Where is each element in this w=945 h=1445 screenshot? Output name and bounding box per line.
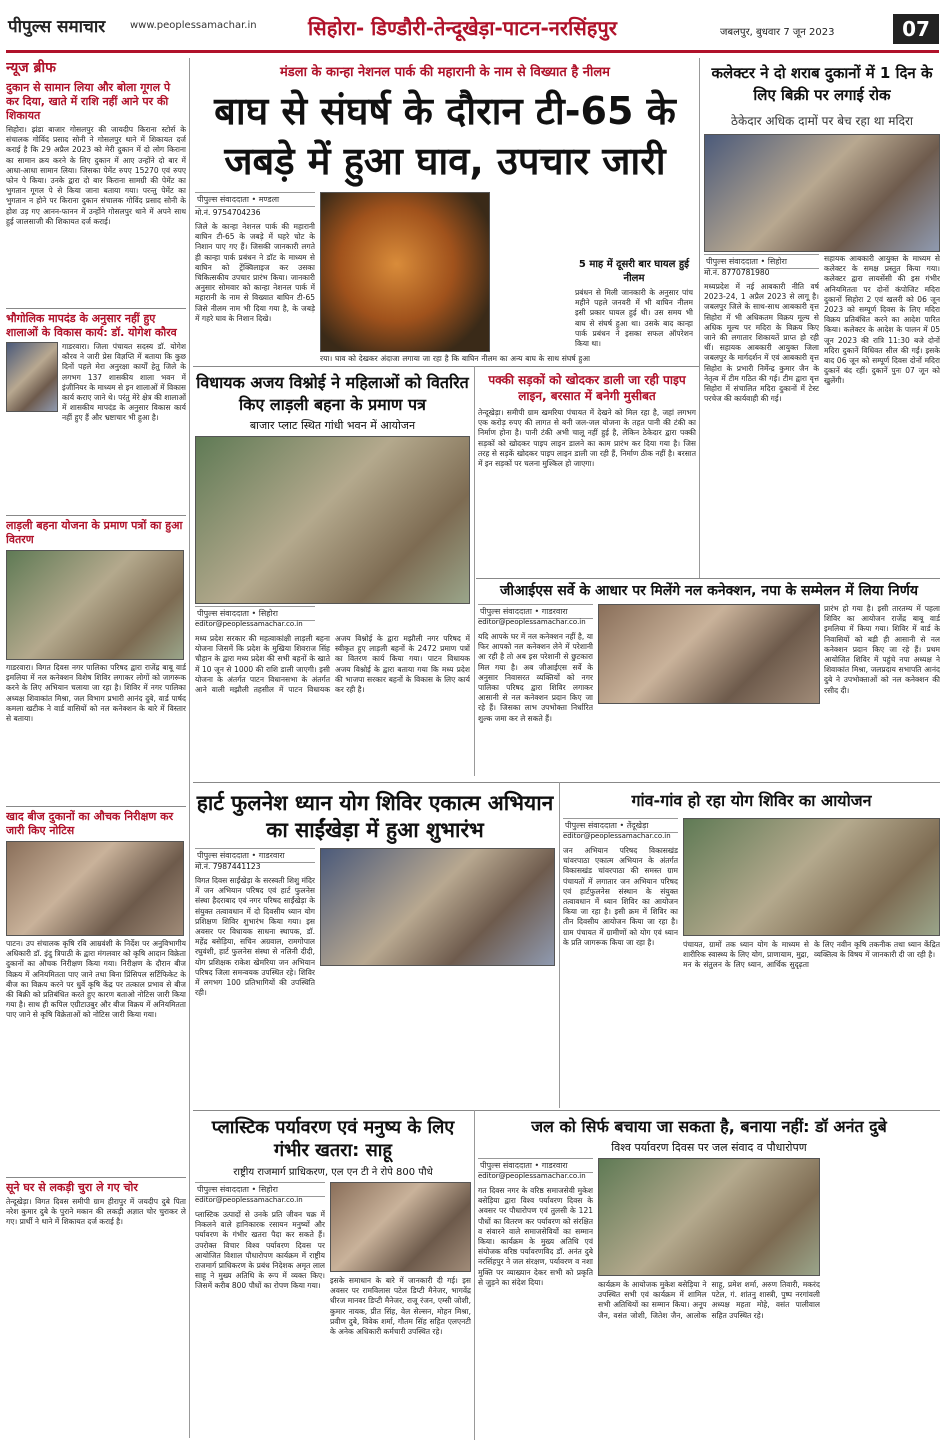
divider [6,1177,186,1178]
bot2-photo [598,1158,820,1276]
brief2-text: गाडरवारा। जिला पंचायत सदस्य डॉ. योगेश कौरव ने जारी प्रेस विज्ञप्ति में बताया कि कुछ दिनों पहले मेरा अनुरक्षा कार्यों हेतु जिले के लगभग 137 शासकीय शाला भवन में इंजीनियर के माध्यम से इन शालाओं में विकास कार्य कराए जाने थे। परंतु मेरे क्षेत्र की शालाओं में शासकीय मापदंड के अनुसार विकास कार्य नहीं हुए हैं और भ्रष्टाचार भी हुआ है। [62,342,186,423]
bot1-photo [330,1182,471,1272]
bot1-text: प्लास्टिक उत्पादों से उनके प्रति जीवन चक्र में निकलने वाले हानिकारक रसायन मनुष्यों और पर्यावरण के गंभीर खतरा पैदा कर सकते हैं। उपरोक्त विचार विश्व पर्यावरण दिवस पर आयोजित विशाल पौधारोपण कार्यक्रम में राष्ट्रीय राजमार्ग प्राधिकरण के प्रबंध निदेशक अमृत लाल साहू ने मुख्य अतिथि के रूप में व्यक्त किए। जिसमें करीब 800 पौधों का रोपण किया गया। [195,1210,325,1291]
mid3-email: editor@peoplessamachar.co.in [478,618,586,626]
mid3-photo [598,604,820,704]
masthead-url: www.peoplessamachar.in [130,20,257,31]
left-column [6,58,186,1438]
bot2-byline: पीपुल्स संवाददाता • गाडरवारा [478,1158,593,1173]
column-divider [189,58,190,1438]
bot2-text-3 [824,1158,940,1436]
mid3-text: यदि आपके घर में नल कनेक्शन नहीं है, या फिर आपको नल कनेक्शन लेने में परेशानी आ रही है तो अब इस परेशानी से छुटकारा मिल गया है। अब जीआईएस सर्वे के अनुसार निवासरत व्यक्तियों को नगर पालिका परिषद द्वारा शिविर लगाकर आसानी से नल कनेक्शन प्रदान किए जा रहे हैं। जिसका लाभ उपभोक्ता निर्धारित शुल्क जमा कर ले सकते हैं। [478,632,593,723]
right-text: मध्यप्रदेश में नई आबकारी नीति वर्ष 2023-24, 1 अप्रैल 2023 से लागू है। जबलपुर जिले के साथ-साथ आबकारी वृत्त सिहोरा में भी अधिकतम विक्रय मूल्य से अधिक मूल्य पर मदिरा के विक्रय किए जाने की लगातार शिकायतें प्राप्त हो रही थीं। सहायक आबकारी आयुक्त जिला जबलपुर के मार्गदर्शन में एवं आबकारी वृत्त सिहोरा के प्रभारी निर्मेन्द्र कुमार जैन के नेतृत्व में टीम गठित की गई। टीम द्वारा वृत्त सिहोरा में संचालित मदिरा दुकानों में टेस्ट परचेज की कार्यवाही की गई। [704,282,819,404]
brief4-text: पाटन। उप संचालक कृषि रवि आम्रवंशी के निर्देश पर अनुविभागीय अधिकारी डॉ. इंदु त्रिपाठी के द्वारा मंगलवार को कृषि आदान विक्रेता दुकानों का औचक निरीक्षण किया गया। निरीक्षण के दौरान बीज विक्रय में अनियमितता पाए जाने तथा बिना प्रिंसिपल सर्टिफिकेट के बीज का विक्रय करने पर धुर्वे कृषि केंद्र पर तत्काल प्रभाव से बीज की बिक्री को प्रतिबंधित करते हुए कारण बताओ नोटिस जारी किया गया है। साथ ही कपिल एग्रीटाउबुर और बीज विक्रय में अनियमितता पाए जाने से कृषि विक्रेताओं को नोटिस जारी किया गया। [6,939,186,1020]
mid4-text: विगत दिवस साईंखेड़ा के सरस्वती शिशु मंदिर में जन अभियान परिषद एवं हार्ट फुलनेस संस्था हैदराबाद एवं नगर परिषद साईंखेड़ा के संयुक्त तत्वावधान में दो दिवसीय ध्यान योग प्रशिक्षण शिविर शुभारंभ किया गया। इस अवसर पर विधायक साधना स्थापक, डॉ. महेंद्र बसेड़िया, सचिन अग्रवाल, रामगोपाल रघुवंशी, हार्ट फुलनेस संस्था से नलिनी दीदी, योग प्रशिक्षक राकेश खेमरिया जन अभियान परिषद जिला समन्वयक उपस्थित रहे। शिविर में लगभग 100 प्रतिभागियों की उपस्थिति रही। [195,876,315,998]
brief5-text: तेन्दूखेड़ा। विगत दिवस समीपी ग्राम हीरापुर में जयदीप दुबे पिता नरेश कुमार दुबे के पुराने मकान की लकड़ी अज्ञात चोर चुराकर ले गए। प्रार्थी ने थाने में शिकायत दर्ज कराई है। [6,1197,186,1227]
divider [193,366,699,367]
mid1-photo [195,436,470,604]
mid4-phone: मो.नं. 7987441123 [195,862,261,871]
page-number: 07 [893,14,939,44]
top-sub-text: प्रबंधन से मिली जानकारी के अनुसार पांच महीने पहले जनवरी में भी बाघिन नीलम इसी प्रकार घायल हुई थी। उस समय भी बाघ से संघर्ष हुआ था। उसके बाद कान्हा पार्क प्रबंधन ने इसका सफल ऑपरेशन किया था। [575,288,693,349]
mid4-byline: पीपुल्स संवाददाता • गाडरवारा [195,848,315,863]
divider [476,578,940,579]
bot2-deck: विश्व पर्यावरण दिवस पर जल संवाद व पौधारोपण [611,1141,807,1154]
brief1-title: दुकान से सामान लिया और बोला गूगल पे कर दिया, खाते में राशि नहीं आने पर की शिकायत [6,81,171,122]
mid5-photo [683,818,940,936]
bot2-text-2: कार्यक्रम के आयोजक मुकेश बसेड़िया ने उपस्थित सभी एवं कार्यक्रम में शामिल सभी अतिथियों का सम्मान किया। अनूप जैन, वसंत जोशी, जितेश जैन, आलोक साहू, प्रमेश शर्मा, अरुण तिवारी, मकरंद पटेल, गं. शांतनु शास्त्री, पुष्प नरगांवली अध्यक्ष महता मोहे, वसंत पालीवाल सहित उपस्थित रहे। [598,1280,820,1320]
top-byline: पीपुल्स संवाददाता • मण्डला [195,192,315,207]
brief1-text: सिहोरा। झंडा बाजार गोसलपुर की जायदीप किराना स्टोर्स के संचालक गोविंद प्रसाद सोनी ने गोसलपुर थाने में शिकायत दर्ज कराई है कि 29 अप्रैल 2023 को मेरी दुकान में दो लोग किराना का सामान क्रय करने के लिए दुकान में आए उन्होंने दो बार में आधा-आधा सामान लिया। जिसका पेमेंट रुपए 15270 एवं रुपए फोन पे किया। उनके द्वारा दो बार किराना सामग्री की पेमेंट का भुगतान गूगल पे से किया जाना बताया गया। परन्तु पेमेंट का भुगतान न होने पर किराना दुकान संचालक गोविंद प्रसाद सोनी के होश उड़ गए आनन-फानन में उन्होंने गोसलपुर थाने में अपने साथ हुई जालसाजी की शिकायत दर्ज कराई। [6,125,186,226]
right-phone: मो.नं. 8770781980 [704,268,770,277]
mid4-photo [320,848,555,966]
divider [193,1110,940,1111]
divider [6,308,186,309]
bot2-email: editor@peoplessamachar.co.in [478,1172,586,1180]
top-kicker: मंडला के कान्हा नेशनल पार्क की महारानी के नाम से विख्यात है नीलम [280,65,610,80]
top-headline: बाघ से संघर्ष के दौरान टी-65 के जबड़े में हुआ घाव, उपचार जारी [214,89,676,183]
mid4-text-b [320,970,555,1104]
tiger-photo [320,192,490,352]
mid2-headline: पक्की सड़कों को खोदकर डाली जा रही पाइप लाइन, बरसात में बनेगी मुसीबत [488,373,686,403]
brief3-text: गाडरवारा। विगत दिवस नगर पालिका परिषद द्वारा राजेंद्र बाबू वार्ड इमलिया में नल कनेक्शन विशेष शिविर लगाकर लोगों को जागरूक करने के लिए अभियान चलाया जा रहा है। शिविर में नगर पालिका अध्यक्ष शिवाकांत मिश्रा, जल विभाग प्रभारी आनंद दुबे, वार्ड पार्षद कमला खटीक ने वार्ड वासियों को नल कनेक्शन के बारे में विस्तार से बताया। [6,663,186,724]
bot1-text-2: इसके समाधान के बारे में जानकारी दी गई। इस अवसर पर रामविलास पटेल डिप्टी मैनेजर, भागवेंद्र धीरज मानवर डिप्टी मैनेजर, राजू रंजन, एम्सी जोशी, कुमार नायक, प्रीत सिंह, वेल सेल्सन, मोहन मिश्रा, प्रवीण दुबे, विवेक शर्मा, गौतम सिंह सहित एलएनटी के अनेक अधिकारी कर्मचारी उपस्थित रहे। [330,1276,471,1337]
ladli-photo [6,550,184,660]
mid1-text: मध्य प्रदेश सरकार की महत्वाकांक्षी लाड़ली बहना योजना जिसमें कि प्रदेश के मुखिया शिवराज सिंह चौहान के द्वारा मध्य प्रदेश की सभी बहनों के खाते में 10 जून से 1000 की राशि डाली जाएगी। इसी योजना के अंतर्गत पाटन विधानसभा के अंतर्गत आने वाली मझौली तहसील में पाटन विधायक अजय विश्नोई के द्वारा मझौली नगर परिषद में स्वीकृत हुए लाड़ली बहनों के 2472 प्रमाण पत्रों का वितरण कार्य किया गया। पाटन विधायक अजय विश्नोई के द्वारा बताया गया कि मध्य प्रदेश की भाजपा सरकार बहनों के विकास के लिए कार्य कर रही है। [195,634,470,695]
top-text-d [495,192,571,352]
brief5-title: सूने घर से लकड़ी चुरा ले गए चोर [6,1181,138,1194]
mid1-deck: बाजार प्लाट स्थित गांधी भवन में आयोजन [249,419,416,432]
column-divider [474,1110,475,1440]
mid5-email: editor@peoplessamachar.co.in [563,832,671,840]
masthead-rule [6,50,939,53]
masthead-cities: सिहोरा- डिण्डौरी-तेन्दूखेड़ा-पाटन-नरसिंहपुर [308,16,617,40]
mid4-headline: हार्ट फुलनेश ध्यान योग शिविर एकात्म अभियान का साईंखेड़ा में हुआ शुभारंभ [196,791,554,842]
top-text-a: जिले के कान्हा नेशनल पार्क की महारानी बाघिन टी-65 के जबड़े में घहरे चोट के निशान पाए गए हैं। जिसकी जानकारी लगते ही कान्हा पार्क प्रबंधन ने डॉट के माध्यम से बाघिन को ट्रेंक्विलाइज कर उसका चिकित्सकीय उपचार प्रारंभ किया। जानकारी अनुसार सोमवार को कान्हा नेशनल पार्क में महारानी के नाम से विख्यात बाघिन टी-65 जिसे नीलम नाम भी दिया गया है, के जबड़े में गहरे घाव के निशान दिखे। [195,222,315,323]
mid5-text: जन अभियान परिषद विकासखंड चांवरपाठा एकात्म अभियान के अंतर्गत विकासखंड चांवरपाठा की समस्त ग्राम पंचायतों में लगातार जन अभियान परिषद एवं हार्टफुलनेस संस्थान के संयुक्त तत्वावधान में ध्यान शिविर का आयोजन किया जा रहा है। इसी क्रम में शिविर का तीन दिवसीय आयोजन किया जा रहा है। ग्राम पंचायत में ग्रामीणों को योग एवं ध्यान के प्रति जागरूक किया जा रहा है। [563,846,678,947]
bot1-headline: प्लास्टिक पर्यावरण एवं मनुष्य के लिए गंभीर खतरा: साहू [211,1117,455,1161]
mid2-text: तेन्दूखेड़ा। समीपी ग्राम खमरिया पंचायत में देखने को मिल रहा है, जहां लगभग एक करोड़ रुपए की लागत से बनी जल-जल योजना के तहत पानी की टंकी का निर्माण होना है। पानी टंकी अभी चालू नहीं हुई है, लेकिन ठेकेदार द्वारा पक्की सड़कों को खोदकर पाइप लाइन डालने का काम प्रारंभ कर दिया गया है। जिस तरह से सड़कें खोदकर पाइप लाइन डाली जा रही हैं, निर्माण ठीक नहीं है। बरसात में इन सड़कों पर चलना मुश्किल हो जाएगा। [478,408,696,469]
bot1-byline: पीपुल्स संवाददाता • सिहोरा [195,1182,325,1197]
mid3-text-b [598,708,820,776]
top-subheading: 5 माह में दूसरी बार घायल हुई नीलम [578,259,690,284]
bot1-deck: राष्ट्रीय राजमार्ग प्राधिकरण, एल एन टी ने रोपे 800 पौधे [233,1167,433,1178]
mid5-headline: गांव-गांव हो रहा योग शिविर का आयोजन [631,791,872,810]
mid1-email: editor@peoplessamachar.co.in [195,620,303,628]
divider [6,806,186,807]
mid5-byline: पीपुल्स संवाददाता • तेंदूखेड़ा [563,818,678,833]
masthead-logo: पीपुल्स समाचार [8,17,106,37]
shop-photo [6,841,184,936]
brief4-title: खाद बीज दुकानों का औचक निरीक्षण कर जारी किए नोटिस [6,810,174,837]
mid5-text-2: पंचायत, ग्रामों तक ध्यान योग के माध्यम से शारीरिक स्वास्थ्य के लिए योग, प्राणायाम, मुद्रा, मन के संतुलन के लिए ध्यान, आर्थिक सुदृढ़ता के लिए नवीन कृषि तकनीक तथा ध्यान केंद्रित व्यक्तित्व के विषय में जानकारी दी जा रही है। [683,940,940,970]
bot2-headline: जल को सिर्फ बचाया जा सकता है, बनाया नहीं: डॉ अनंत दुबे [531,1117,887,1136]
news-brief-label: न्यूज ब्रीफ [6,60,56,76]
bot2-text: गत दिवस नगर के वरिष्ठ समाजसेवी मुकेश बसेड़िया द्वारा विश्व पर्यावरण दिवस के अवसर पर पौधारोपण एवं तुलसी के 121 पौधों का वितरण कर पर्यावरण को संरक्षित व संवारने वाले समाजसेवियों का सम्मान किया। कार्यक्रम के मुख्य अतिथि एवं संयोजक वरिष्ठ पर्यावरणविद डॉ. अनंत दुबे नरसिंहपुर ने जल संरक्षण, पर्यावरण व नशा मुक्ति पर व्याख्यान देकर सभी को प्रकृति से जुड़ने का संदेश दिया। [478,1186,593,1287]
brief3-title: लाड़ली बहना योजना के प्रमाण पत्रों का हुआ वितरण [6,519,183,546]
mid1-byline: पीपुल्स संवाददाता • सिहोरा [195,606,315,621]
police-photo [704,134,940,252]
brief2-title: भौगोलिक मापदंड के अनुसार नहीं हुए शालाओं के विकास कार्य: डॉ. योगेश कौरव [6,312,177,339]
column-divider [559,782,560,1108]
mid3-byline: पीपुल्स संवाददाता • गाडरवारा [478,604,593,619]
column-divider [474,366,475,776]
top-phone: मो.नं. 9754704236 [195,208,261,217]
divider [6,515,186,516]
right-byline: पीपुल्स संवाददाता • सिहोरा [704,254,819,269]
bot1-email: editor@peoplessamachar.co.in [195,1196,303,1204]
divider [193,782,940,783]
mid3-headline: जीआईएस सर्वे के आधार पर मिलेंगे नल कनेक्शन, नपा के सम्मेलन में लिया निर्णय [500,583,918,599]
top-text-b: रया। घाव को देखकर अंदाजा लगाया जा रहा है कि बाघिन नीलम का अन्य बाघ के साथ संघर्ष हुआ [320,354,590,363]
right-deck: ठेकेदार अधिक दामों पर बेच रहा था मदिरा [731,114,913,128]
right-headline: कलेक्टर ने दो शराब दुकानों में 1 दिन के लिए बिक्री पर लगाई रोक [711,64,933,104]
right-text-2: सहायक आबकारी आयुक्त के माध्यम से कलेक्टर के समक्ष प्रस्तुत किया गया। कलेक्टर द्वारा लायसेंसी की इस गंभीर अनियमितता पर दोनों कंपोजिट मदिरा दुकानों सिहोरा 2 एवं खलरी को 06 जून 2023 को सम्पूर्ण दिवस के लिए मदिरा विक्रय प्रतिबंधित करने का आदेश पारित किया। कलेक्टर के आदेश के पालन में 05 जून 2023 की रात्रि 11:30 बजे दोनों मदिरा दुकानें विधिवत सील की गईं। इसके बाद 06 जून को सम्पूर्ण दिवस दोनों मदिरा दुकानें बंद रहीं। दुकानें पुनः 07 जून को खुलेंगी। [824,254,940,386]
mid1-headline: विधायक अजय विश्नोई ने महिलाओं को वितरित किए लाड़ली बहना के प्रमाण पत्र [196,373,469,414]
mid3-text-2: प्रारंभ हो गया है। इसी तारतम्य में पहला शिविर का आयोजन राजेंद्र बाबू वार्ड इमलिया में किया गया। शिविर में वार्ड के निवासियों को बड़ी ही आसानी से नल कनेक्शन प्रदान किए जा रहे हैं। प्रथम आयोजित शिविर में पहुंचे नपा अध्यक्ष ने शिवाकांत मिश्रा, जलप्रदाय सभापति आनंद दुबे ने उपभोक्ताओं को नल कनेक्शन की रसीद दी। [824,604,940,695]
masthead-date: जबलपुर, बुधवार 7 जून 2023 [720,27,835,38]
person-photo [6,342,58,412]
column-divider [699,58,700,578]
